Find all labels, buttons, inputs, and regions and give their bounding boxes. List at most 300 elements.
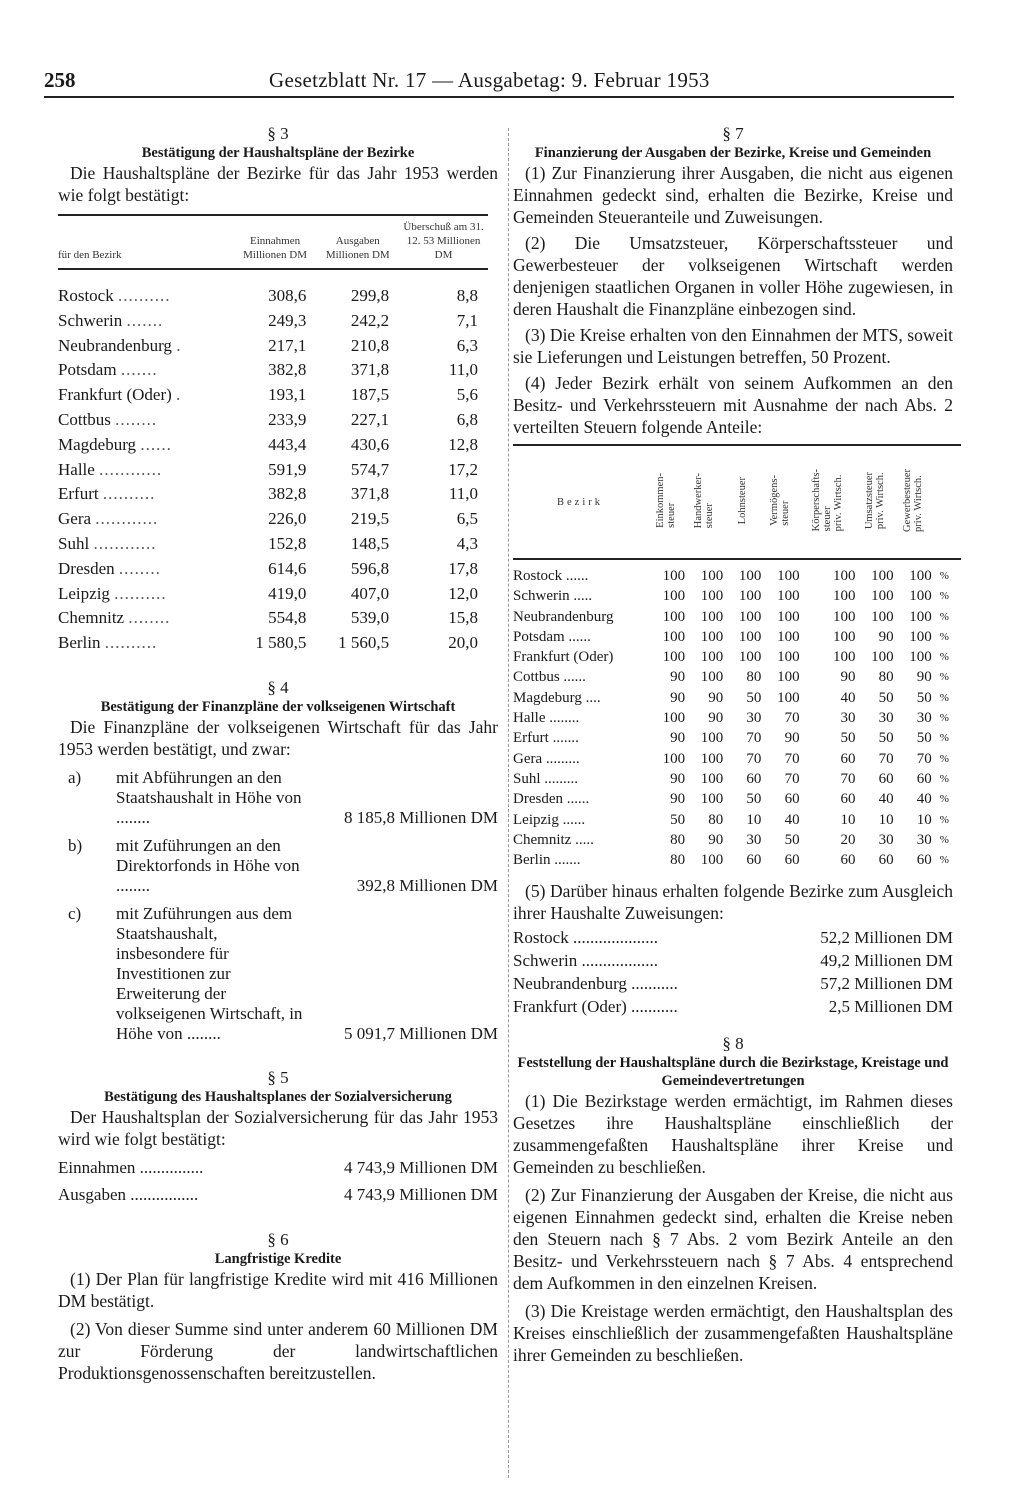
percent-cell: 90 — [670, 770, 686, 787]
column-divider — [508, 128, 509, 1478]
bezirk-name: Halle — [58, 459, 95, 479]
leader-dots: ........ — [128, 608, 171, 628]
bezirk-name: Potsdam — [58, 360, 117, 380]
percent-cell: 100 — [833, 649, 856, 666]
bezirk-name: Halle ........ — [513, 710, 580, 727]
section-title: Bestätigung der Finanzpläne der volkseigenen Wirtschaft — [100, 698, 456, 715]
percent-cell: 100 — [909, 628, 932, 645]
bezirk-cell — [58, 482, 234, 507]
percent-cell: 100 — [662, 608, 686, 625]
percent-cell: 100 — [662, 628, 686, 645]
column-header — [894, 445, 932, 559]
percent-cell: 100 — [700, 568, 724, 584]
value-cell: 1 560,5 — [338, 633, 390, 653]
percent-cell: 90 — [916, 669, 932, 686]
paragraph: (2) Von dieser Summe sind unter anderem 60 Millionen DM zur Förderung der landwirtschaftlichen Produktionsgenossenschaften bereitzustellen. — [58, 1318, 498, 1383]
bezirk-cell — [58, 606, 234, 631]
table-row — [58, 606, 488, 631]
column-header: Einnahmen Millionen DM — [234, 215, 317, 269]
percent-cell: 60 — [840, 852, 856, 869]
column-header — [647, 445, 685, 559]
bezirk-name: Schwerin ..... — [513, 588, 593, 605]
percent-cell: 40 — [878, 791, 894, 808]
column-header — [685, 445, 723, 559]
row-label: Rostock .................... — [513, 928, 658, 948]
percent-cell: 100 — [700, 770, 724, 787]
table-row — [513, 769, 961, 789]
bezirk-name: Frankfurt (Oder) — [513, 649, 614, 666]
percent-cell: 100 — [777, 669, 800, 686]
zuweisung-row — [513, 972, 953, 995]
value-cell: 539,0 — [350, 608, 390, 628]
item-text: mit Abführungen an den Staatshaushalt in Höhe von ........ — [116, 767, 302, 827]
paragraph: (2) Die Umsatzsteuer, Körperschaftssteuer und Gewerbesteuer der volkseigenen Wirtschaft werden denjenigen staatlichen Organen in voller Höhe zugewiesen, in deren Haushalt die Finanzpläne einbezogen sind. — [513, 233, 953, 319]
section-number: § 8 — [722, 1034, 744, 1054]
table-row — [513, 749, 961, 769]
item-text: mit Zuführungen aus dem Staatshaushalt, insbesondere für Investitionen zur Erweiterung der volkseigenen Wirtschaft, in Höhe von ........ — [116, 903, 303, 1043]
percent-cell: 100 — [833, 628, 856, 645]
leader-dots: ............ — [99, 459, 163, 479]
percent-cell: 100 — [909, 608, 932, 625]
section-6 — [58, 1230, 498, 1384]
row-label: Ausgaben ................ — [58, 1184, 199, 1204]
percent-cell: 70 — [840, 770, 856, 787]
percent-cell: 60 — [916, 852, 932, 869]
column-header-label: Handwerker- steuer — [693, 472, 716, 529]
percent-cell: 100 — [700, 852, 724, 869]
percent-cell: 70 — [784, 770, 800, 787]
percent-cell: 50 — [746, 791, 762, 808]
column-header-label: Lohnsteuer — [736, 476, 748, 525]
value-cell: 430,6 — [350, 434, 390, 454]
bezirk-name: Dresden — [58, 558, 115, 578]
bezirk-name: Leipzig — [58, 583, 110, 603]
steueranteile-table — [513, 444, 961, 870]
section-number: § 4 — [267, 677, 289, 697]
percent-sign: % — [939, 610, 949, 623]
column-header — [800, 445, 856, 559]
percent-cell: 10 — [878, 811, 894, 828]
row-value: 49,2 Millionen DM — [820, 951, 953, 971]
percent-cell: 60 — [746, 852, 762, 869]
value-cell: 407,0 — [350, 583, 390, 603]
value-cell: 554,8 — [268, 608, 307, 628]
bezirk-name: Leipzig ...... — [513, 811, 586, 828]
value-cell: 382,8 — [268, 484, 307, 504]
paragraph: (2) Zur Finanzierung der Ausgaben der Kreise, die nicht aus eigenen Einnahmen gedeckt sind, erhalten die Kreise neben den Steuern nach § 7 Abs. 2 vom Bezirk Anteile an den Besitz- und Verkehrssteuern nach § 7 Abs. 4 entsprechend dem Aufkommen in den einzelnen Kreisen. — [513, 1185, 953, 1294]
page-number: 258 — [44, 68, 76, 92]
percent-sign: % — [939, 813, 949, 826]
percent-cell: 80 — [746, 669, 762, 686]
value-cell: 614,6 — [268, 558, 307, 578]
percent-sign: % — [939, 854, 949, 867]
paragraph: (1) Die Bezirkstage werden ermächtigt, im Rahmen dieses Gesetzes ihre Haushaltspläne einschließlich der zusammengefaßten Haushaltspläne ihrer Kreise und Gemeinden zu beschließen. — [513, 1091, 953, 1178]
column-header — [761, 445, 799, 559]
value-cell: 8,8 — [456, 286, 478, 305]
percent-cell: 100 — [871, 649, 894, 666]
value-cell: 193,1 — [268, 385, 307, 405]
percent-cell: 100 — [871, 568, 894, 584]
percent-cell: 90 — [878, 628, 894, 645]
summary-row — [58, 1181, 498, 1208]
column-header-label: Gewerbesteuer priv. Wirtsch. — [901, 469, 924, 532]
percent-cell: 80 — [670, 852, 686, 869]
percent-cell: 100 — [700, 791, 724, 808]
bezirk-cell — [58, 269, 234, 309]
value-cell: 6,3 — [456, 335, 478, 355]
value-cell: 11,0 — [448, 484, 478, 504]
value-cell: 308,6 — [268, 286, 307, 305]
percent-cell: 90 — [670, 669, 686, 686]
percent-cell: 100 — [777, 568, 800, 584]
percent-cell: 100 — [700, 588, 724, 605]
value-cell: 152,8 — [268, 533, 307, 553]
percent-cell: 60 — [784, 852, 800, 869]
bezirk-name: Berlin — [58, 633, 101, 653]
percent-cell: 10 — [840, 811, 856, 828]
percent-cell: 100 — [909, 588, 932, 605]
summary-row — [58, 1154, 498, 1181]
column-header: Bezirk — [513, 445, 647, 559]
percent-sign: % — [939, 590, 949, 603]
percent-cell: 100 — [738, 608, 762, 625]
value-cell: 371,8 — [350, 360, 390, 380]
percent-cell: 10 — [746, 811, 762, 828]
row-value: 4 743,9 Millionen DM — [344, 1184, 498, 1204]
value-cell: 148,5 — [350, 533, 390, 553]
bezirk-cell — [58, 433, 234, 458]
paragraph: (3) Die Kreise erhalten von den Einnahmen der MTS, soweit sie Lieferungen und Leistungen betreffen, 50 Prozent. — [513, 325, 953, 367]
leader-dots: ........ — [115, 409, 158, 429]
item-label: b) — [68, 835, 83, 855]
percent-cell: 50 — [916, 730, 932, 747]
item-text: mit Zuführungen an den Direktorfonds in Höhe von ........ — [116, 835, 300, 895]
leader-dots: ....... — [120, 360, 158, 380]
percent-sign: % — [939, 752, 949, 765]
percent-cell: 100 — [871, 588, 894, 605]
bezirk-name: Neubrandenburg — [513, 608, 614, 625]
percent-cell: 100 — [662, 710, 686, 727]
percent-cell: 50 — [878, 689, 894, 706]
table-row — [58, 482, 488, 507]
percent-cell: 70 — [746, 750, 762, 767]
list-item — [58, 768, 498, 828]
table-row — [513, 586, 961, 606]
value-cell: 4,3 — [456, 533, 478, 553]
value-cell: 17,2 — [448, 459, 478, 479]
value-cell: 219,5 — [350, 509, 390, 529]
section-title: Feststellung der Haushaltspläne durch die Bezirkstage, Kreistage und Gemeindevertretungen — [517, 1055, 949, 1090]
percent-cell: 50 — [840, 730, 856, 747]
percent-cell: 50 — [670, 811, 686, 828]
leader-dots: ....... — [126, 310, 164, 330]
leader-dots: ........ — [118, 558, 161, 578]
percent-cell: 100 — [777, 588, 800, 605]
value-cell: 12,8 — [448, 434, 478, 454]
table-row — [58, 383, 488, 408]
table-row — [513, 830, 961, 850]
column-header-blank — [932, 445, 961, 559]
value-cell: 210,8 — [350, 335, 390, 355]
value-cell: 443,4 — [268, 434, 307, 454]
table-row — [58, 582, 488, 607]
percent-cell: 90 — [708, 689, 724, 706]
row-label: Einnahmen ............... — [58, 1157, 204, 1177]
bezirk-name: Gera ......... — [513, 750, 580, 767]
section-number: § 7 — [722, 124, 744, 143]
percent-cell: 50 — [746, 689, 762, 706]
row-value: 2,5 Millionen DM — [828, 997, 953, 1017]
leader-dots: .......... — [104, 633, 158, 653]
percent-cell: 30 — [746, 831, 762, 848]
percent-sign: % — [939, 691, 949, 704]
paragraph: (1) Der Plan für langfristige Kredite wird mit 416 Millionen DM bestätigt. — [58, 1268, 498, 1311]
bezirk-name: Suhl — [58, 533, 90, 553]
table-row — [513, 728, 961, 748]
percent-cell: 100 — [700, 750, 724, 767]
bezirk-name: Berlin ....... — [513, 852, 581, 869]
leader-dots: .......... — [117, 286, 171, 305]
percent-cell: 60 — [916, 770, 932, 787]
table-row — [513, 708, 961, 728]
percent-cell: 30 — [746, 710, 762, 727]
zuweisung-row — [513, 949, 953, 972]
leader-dots: . — [176, 335, 182, 355]
percent-cell: 60 — [878, 852, 894, 869]
section-title: Finanzierung der Ausgaben der Bezirke, Kreise und Gemeinden — [534, 145, 932, 161]
bezirk-cell — [58, 358, 234, 383]
bezirk-name: Rostock ...... — [513, 568, 589, 584]
value-cell: 242,2 — [350, 310, 390, 330]
percent-cell: 80 — [708, 811, 724, 828]
section-3 — [58, 124, 498, 656]
zuweisung-row — [513, 995, 953, 1018]
percent-cell: 30 — [878, 831, 894, 848]
value-cell: 299,8 — [350, 286, 390, 305]
left-column — [58, 124, 498, 1384]
percent-sign: % — [939, 651, 949, 664]
leader-dots: ............ — [93, 533, 157, 553]
percent-cell: 60 — [746, 770, 762, 787]
leader-dots: ............ — [95, 509, 159, 529]
percent-cell: 100 — [738, 649, 762, 666]
percent-cell: 60 — [784, 791, 800, 808]
row-value: 52,2 Millionen DM — [820, 928, 953, 948]
page-header — [44, 66, 954, 98]
bezirk-cell — [58, 507, 234, 532]
value-cell: 382,8 — [268, 360, 307, 380]
percent-cell: 40 — [840, 689, 856, 706]
percent-cell: 100 — [700, 628, 724, 645]
percent-cell: 70 — [784, 710, 800, 727]
running-title: Gesetzblatt Nr. 17 — Ausgabetag: 9. Februar 1953 — [269, 68, 710, 92]
value-cell: 11,0 — [448, 360, 478, 380]
percent-cell: 90 — [670, 791, 686, 808]
section-intro: Die Haushaltspläne der Bezirke für das Jahr 1953 werden wie folgt bestätigt: — [58, 163, 498, 205]
section-4 — [58, 678, 498, 1044]
bezirk-name: Chemnitz ..... — [513, 831, 594, 848]
section-number: § 5 — [267, 1067, 289, 1087]
value-cell: 596,8 — [350, 558, 390, 578]
value-cell: 591,9 — [268, 459, 307, 479]
section-number: § 6 — [267, 1229, 289, 1249]
table-row — [58, 458, 488, 483]
percent-cell: 100 — [777, 608, 800, 625]
percent-cell: 30 — [916, 710, 932, 727]
list-item — [58, 836, 498, 896]
item-amount: 392,8 Millionen DM — [356, 875, 498, 895]
leader-dots: .......... — [114, 583, 167, 603]
column-header-label: Umsatzsteuer priv. Wirtsch. — [863, 471, 886, 530]
table-row — [513, 627, 961, 647]
bezirk-name: Cottbus ...... — [513, 669, 586, 686]
value-cell: 20,0 — [448, 633, 478, 653]
row-label: Frankfurt (Oder) ........... — [513, 997, 678, 1017]
percent-cell: 100 — [909, 568, 932, 584]
percent-cell: 100 — [871, 608, 894, 625]
value-cell: 17,8 — [448, 558, 478, 578]
percent-sign: % — [939, 630, 949, 643]
percent-cell: 80 — [670, 831, 686, 848]
bezirk-name: Neubrandenburg — [58, 335, 172, 355]
bezirk-cell — [58, 582, 234, 607]
percent-sign: % — [939, 712, 949, 725]
percent-sign: % — [939, 570, 949, 582]
leader-dots: . — [176, 385, 182, 405]
percent-cell: 90 — [670, 730, 686, 747]
value-cell: 187,5 — [350, 385, 390, 405]
section-8 — [513, 1034, 953, 1366]
value-cell: 6,8 — [456, 409, 478, 429]
column-header-label: Vermögens- steuer — [769, 475, 792, 526]
value-cell: 1 580,5 — [255, 633, 307, 653]
table-row — [58, 269, 488, 309]
bezirk-name: Cottbus — [58, 409, 111, 429]
value-cell: 227,1 — [350, 409, 390, 429]
table-row — [58, 334, 488, 359]
section-7 — [513, 124, 953, 1018]
bezirk-name: Schwerin — [58, 310, 123, 330]
percent-cell: 100 — [700, 608, 724, 625]
percent-cell: 60 — [840, 791, 856, 808]
section-5 — [58, 1068, 498, 1208]
bezirk-name: Magdeburg — [58, 434, 137, 454]
percent-cell: 70 — [784, 750, 800, 767]
percent-cell: 100 — [662, 750, 686, 767]
percent-cell: 20 — [840, 831, 856, 848]
value-cell: 574,7 — [350, 459, 390, 479]
bezirk-name: Suhl ......... — [513, 770, 579, 787]
column-header — [856, 445, 894, 559]
row-value: 57,2 Millionen DM — [820, 974, 953, 994]
bezirk-name: Chemnitz — [58, 608, 125, 628]
value-cell: 371,8 — [350, 484, 390, 504]
bezirk-name: Gera — [58, 509, 92, 529]
bezirk-cell — [58, 532, 234, 557]
percent-cell: 50 — [784, 831, 800, 848]
value-cell: 5,6 — [456, 385, 478, 405]
value-cell: 217,1 — [268, 335, 307, 355]
table-row — [58, 507, 488, 532]
percent-cell: 10 — [916, 811, 932, 828]
bezirk-name: Frankfurt (Oder) — [58, 385, 172, 405]
percent-cell: 60 — [840, 750, 856, 767]
table-row — [513, 559, 961, 586]
value-cell: 6,5 — [456, 509, 478, 529]
percent-cell: 30 — [840, 710, 856, 727]
column-header — [723, 445, 761, 559]
percent-cell: 100 — [662, 649, 686, 666]
value-cell: 12,0 — [448, 583, 478, 603]
percent-cell: 100 — [777, 689, 800, 706]
section-title: Bestätigung der Haushaltspläne der Bezirke — [141, 145, 415, 161]
row-label: Schwerin .................. — [513, 951, 658, 971]
zuweisung-row — [513, 926, 953, 949]
bezirk-cell — [58, 557, 234, 582]
percent-cell: 50 — [878, 730, 894, 747]
percent-sign: % — [939, 772, 949, 785]
table-row — [58, 408, 488, 433]
percent-sign: % — [939, 671, 949, 684]
table-row — [513, 810, 961, 830]
value-cell: 15,8 — [448, 608, 478, 628]
paragraph: (1) Zur Finanzierung ihrer Ausgaben, die nicht aus eigenen Einnahmen gedeckt sind, erhalten die Bezirke, Kreise und Gemeinden Steueranteile und Zuweisungen. — [513, 163, 953, 227]
percent-cell: 100 — [833, 568, 856, 584]
percent-cell: 90 — [784, 730, 800, 747]
percent-sign: % — [939, 732, 949, 745]
value-cell: 419,0 — [268, 583, 307, 603]
table-row — [513, 647, 961, 667]
percent-cell: 70 — [878, 750, 894, 767]
bezirk-cell — [58, 458, 234, 483]
leader-dots: .......... — [102, 484, 156, 504]
bezirk-cell — [58, 408, 234, 433]
percent-cell: 30 — [916, 831, 932, 848]
bezirk-cell — [58, 383, 234, 408]
bezirke-budget-table — [58, 214, 488, 656]
column-header: Ausgaben Millionen DM — [316, 215, 399, 269]
section-number: § 3 — [267, 124, 289, 143]
percent-cell: 90 — [670, 689, 686, 706]
item-label: c) — [68, 903, 82, 923]
section-intro: Der Haushaltsplan der Sozialversicherung für das Jahr 1953 wird wie folgt bestätigt: — [58, 1106, 498, 1149]
table-row — [58, 532, 488, 557]
section-title: Langfristige Kredite — [214, 1250, 342, 1267]
table-row — [58, 358, 488, 383]
percent-cell: 100 — [662, 588, 686, 605]
table-row — [513, 688, 961, 708]
table-row — [513, 789, 961, 809]
percent-sign: % — [939, 793, 949, 806]
percent-cell: 100 — [833, 588, 856, 605]
table-row — [513, 850, 961, 870]
percent-cell: 100 — [738, 628, 762, 645]
percent-cell: 100 — [833, 608, 856, 625]
column-header: für den Bezirk — [58, 215, 234, 269]
bezirk-cell — [58, 631, 234, 656]
column-header: Überschuß am 31. 12. 53 Millionen DM — [399, 215, 488, 269]
percent-cell: 90 — [708, 831, 724, 848]
percent-cell: 70 — [916, 750, 932, 767]
percent-cell: 30 — [878, 710, 894, 727]
percent-cell: 90 — [840, 669, 856, 686]
paragraph: (5) Darüber hinaus erhalten folgende Bezirke zum Ausgleich ihrer Haushalte Zuweisungen: — [513, 881, 953, 924]
item-label: a) — [68, 767, 82, 787]
table-row — [58, 309, 488, 334]
leader-dots: ...... — [140, 434, 172, 454]
percent-cell: 90 — [708, 710, 724, 727]
percent-cell: 70 — [746, 730, 762, 747]
